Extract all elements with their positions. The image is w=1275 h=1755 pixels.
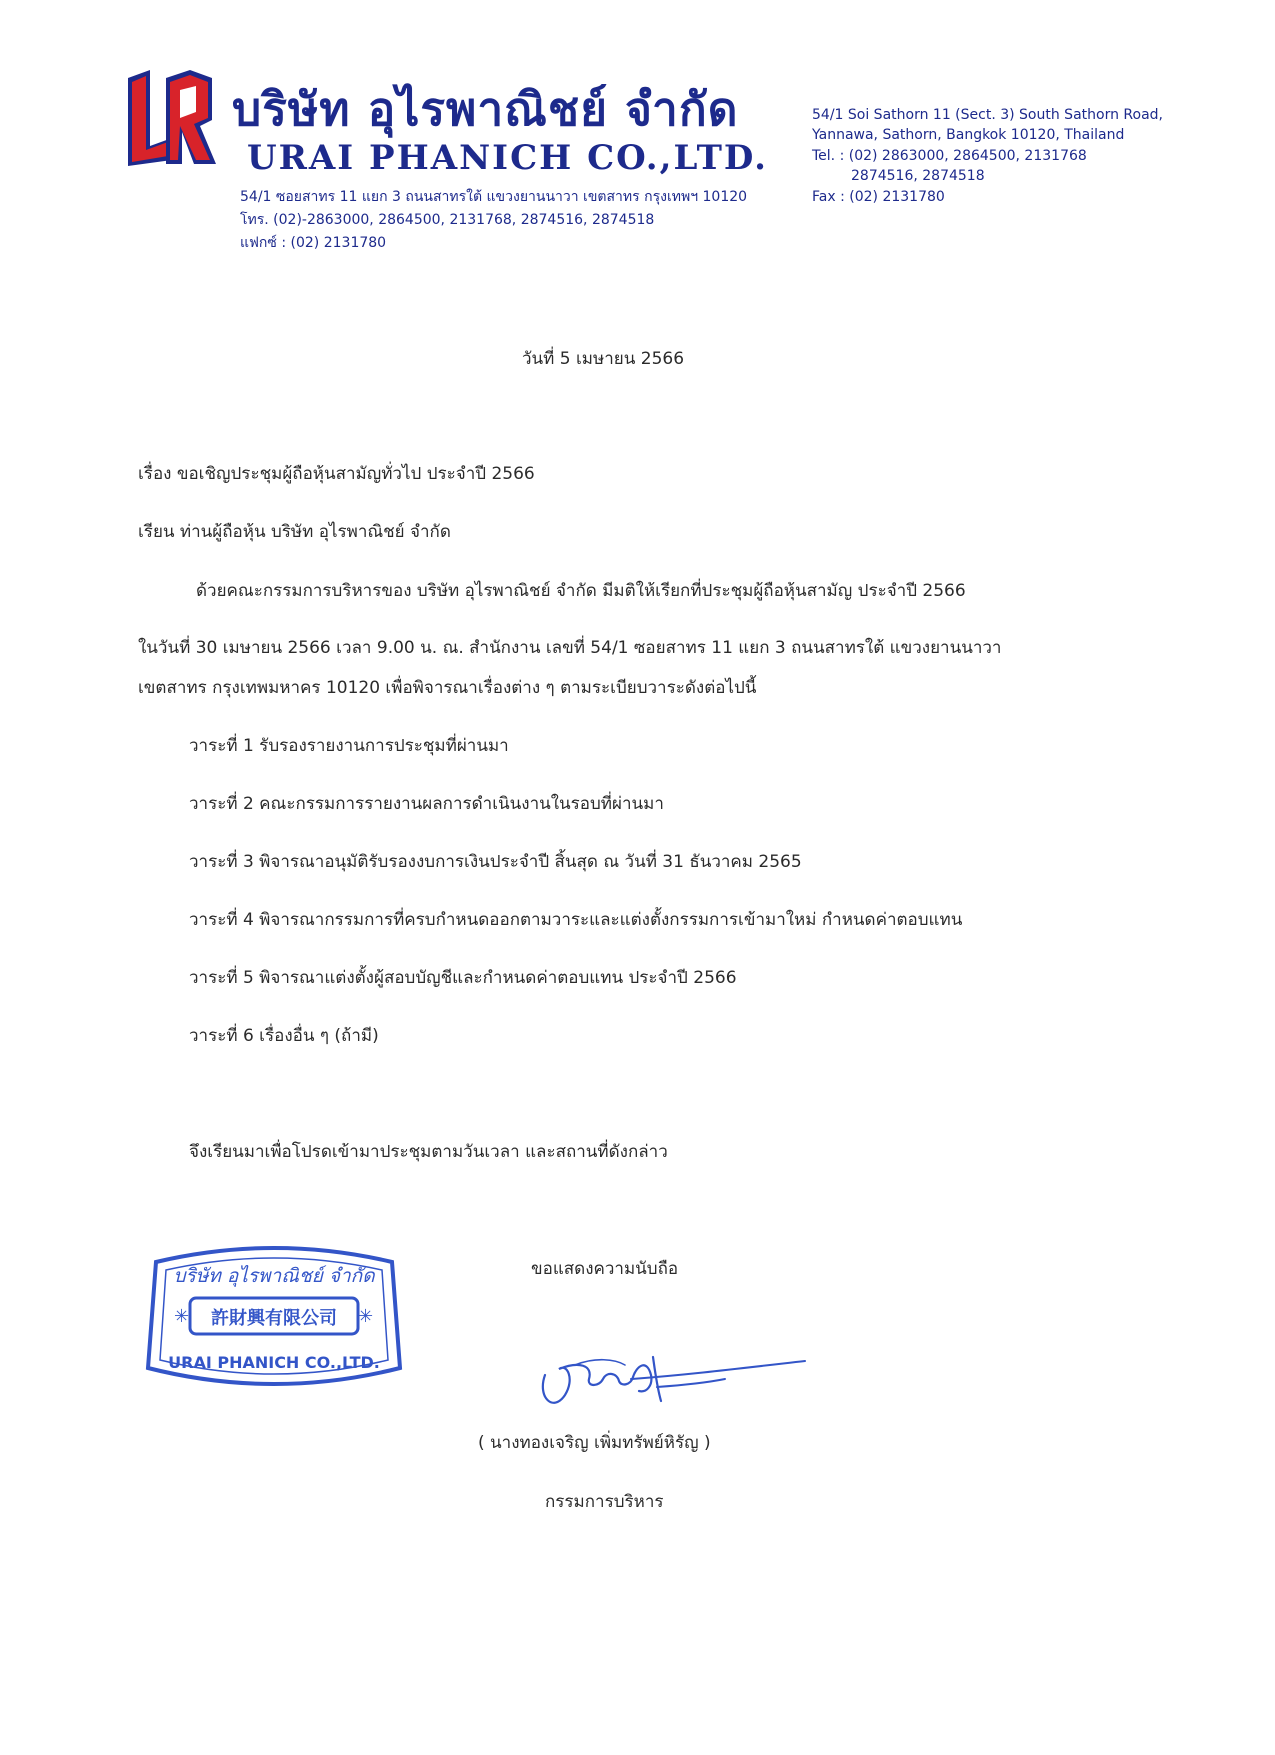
stamp-text-thai: บริษัท อุไรพาณิชย์ จำกัด [173, 1265, 375, 1287]
agenda-item: วาระที่ 1 รับรองรายงานการประชุมที่ผ่านมา [189, 736, 509, 756]
body-line-1: ด้วยคณะกรรมการบริหารของ บริษัท อุไรพาณิชย์ จำกัด มีมติให้เรียกที่ประชุมผู้ถือหุ้นสามัญ ประจำปี 2566 [196, 581, 966, 601]
letter-subject: เรื่อง ขอเชิญประชุมผู้ถือหุ้นสามัญทั่วไป ประจำปี 2566 [138, 464, 535, 484]
tel-en-line1: Tel. : (02) 2863000, 2864500, 2131768 [812, 148, 1087, 164]
company-name-en: URAI PHANICH CO.,LTD. [247, 138, 769, 178]
fax-thai: แฟกซ์ : (02) 2131780 [240, 235, 387, 251]
handwritten-signature [535, 1335, 815, 1415]
tel-en-line2: 2874516, 2874518 [851, 168, 985, 184]
stamp-text-chinese: 許財興有限公司 [211, 1308, 337, 1329]
letter-date: วันที่ 5 เมษายน 2566 [522, 349, 685, 369]
svg-text:✳: ✳ [174, 1306, 190, 1327]
agenda-item: วาระที่ 6 เรื่องอื่น ๆ (ถ้ามี) [189, 1026, 379, 1046]
closing-request: จึงเรียนมาเพื่อโปรดเข้ามาประชุมตามวันเวลา และสถานที่ดังกล่าว [189, 1142, 668, 1162]
agenda-item: วาระที่ 3 พิจารณาอนุมัติรับรองงบการเงินประจำปี สิ้นสุด ณ วันที่ 31 ธันวาคม 2565 [189, 852, 802, 872]
address-en-line1: 54/1 Soi Sathorn 11 (Sect. 3) South Sathorn Road, [812, 107, 1163, 123]
company-name-thai: บริษัท อุไรพาณิชย์ จำกัด [232, 82, 739, 136]
address-thai: 54/1 ซอยสาทร 11 แยก 3 ถนนสาทรใต้ แขวงยานนาวา เขตสาทร กรุงเทพฯ 10120 [240, 189, 748, 205]
stamp-text-en: URAI PHANICH CO.,LTD. [168, 1353, 380, 1372]
agenda-item: วาระที่ 4 พิจารณากรรมการที่ครบกำหนดออกตามวาระและแต่งตั้งกรรมการเข้ามาใหม่ กำหนดค่าตอบแทน [189, 910, 963, 930]
svg-text:✳: ✳ [358, 1306, 374, 1327]
signer-title: กรรมการบริหาร [545, 1492, 664, 1512]
fax-en: Fax : (02) 2131780 [812, 189, 945, 205]
closing-salutation: ขอแสดงความนับถือ [531, 1259, 679, 1279]
address-en-line2: Yannawa, Sathorn, Bangkok 10120, Thailand [812, 127, 1125, 143]
body-line-3: เขตสาทร กรุงเทพมหาคร 10120 เพื่อพิจารณาเรื่องต่าง ๆ ตามระเบียบวาระดังต่อไปนี้ [138, 678, 757, 698]
tel-thai: โทร. (02)-2863000, 2864500, 2131768, 2874516, 2874518 [240, 212, 655, 228]
letter-recipient: เรียน ท่านผู้ถือหุ้น บริษัท อุไรพาณิชย์ จำกัด [138, 522, 451, 542]
agenda-item: วาระที่ 5 พิจารณาแต่งตั้งผู้สอบบัญชีและกำหนดค่าตอบแทน ประจำปี 2566 [189, 968, 737, 988]
agenda-item: วาระที่ 2 คณะกรรมการรายงานผลการดำเนินงานในรอบที่ผ่านมา [189, 794, 664, 814]
company-logo [120, 68, 220, 168]
signer-name: ( นางทองเจริญ เพิ่มทรัพย์หิรัญ ) [478, 1433, 711, 1453]
body-line-2: ในวันที่ 30 เมษายน 2566 เวลา 9.00 น. ณ. สำนักงาน เลขที่ 54/1 ซอยสาทร 11 แยก 3 ถนนสาทรใต้ แขวงยานนาวา [138, 638, 1002, 658]
company-stamp [138, 1240, 410, 1394]
